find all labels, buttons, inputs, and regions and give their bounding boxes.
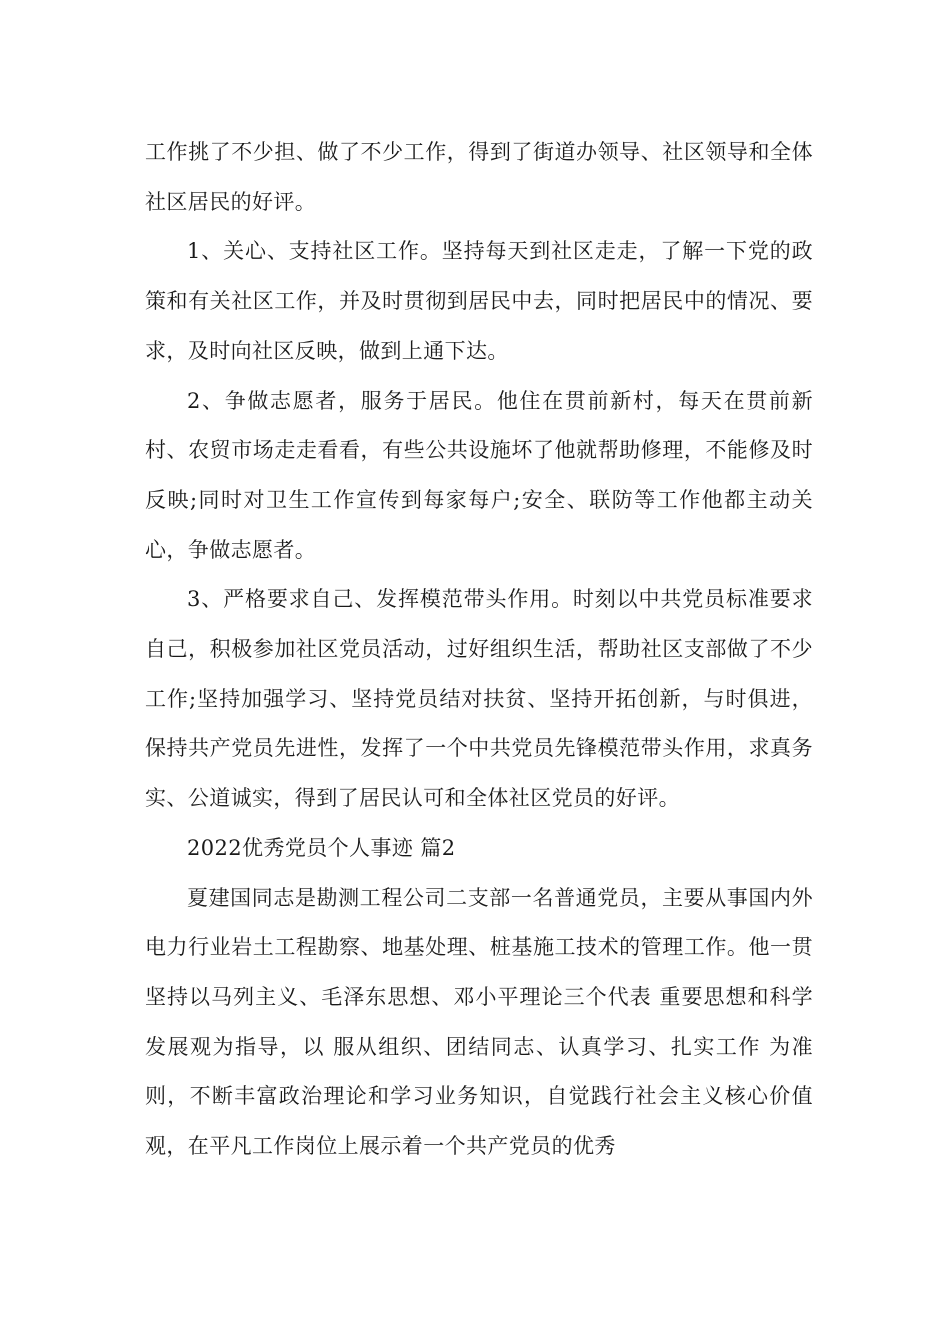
paragraph-item-2: 2、争做志愿者，服务于居民。他住在贯前新村，每天在贯前新村、农贸市场走走看看，有些公共设施坏了他就帮助修理，不能修及时反映;同时对卫生工作宣传到每家每户;安全、联防等工作他都主动关心，争做志愿者。 — [145, 388, 813, 562]
document-body — [145, 128, 813, 1172]
paragraph-item-1: 1、关心、支持社区工作。坚持每天到社区走走，了解一下党的政策和有关社区工作，并及时贯彻到居民中去，同时把居民中的情况、要求，及时向社区反映，做到上通下达。 — [145, 239, 813, 363]
section-paragraph: 夏建国同志是勘测工程公司二支部一名普通党员，主要从事国内外电力行业岩土工程勘察、地基处理、桩基施工技术的管理工作。他一贯坚持以马列主义、毛泽东思想、邓小平理论三个代表 重要思想和科学发展观为指导，以 服从组织、团结同志、认真学习、扎实工作 为准则，不断丰富政治理论和学习业务知识，自觉践行社会主义核心价值观，在平凡工作岗位上展示着一个共产党员的优秀 — [145, 885, 813, 1159]
section-heading: 2022优秀党员个人事迹 篇2 — [187, 835, 456, 860]
paragraph-continuation: 工作挑了不少担、做了不少工作，得到了街道办领导、社区领导和全体社区居民的好评。 — [145, 140, 813, 214]
paragraph-item-3: 3、严格要求自己、发挥模范带头作用。时刻以中共党员标准要求自己，积极参加社区党员活动，过好组织生活，帮助社区支部做了不少工作;坚持加强学习、坚持党员结对扶贫、坚持开拓创新，与时俱进，保持共产党员先进性，发挥了一个中共党员先锋模范带头作用，求真务实、公道诚实，得到了居民认可和全体社区党员的好评。 — [145, 587, 813, 811]
